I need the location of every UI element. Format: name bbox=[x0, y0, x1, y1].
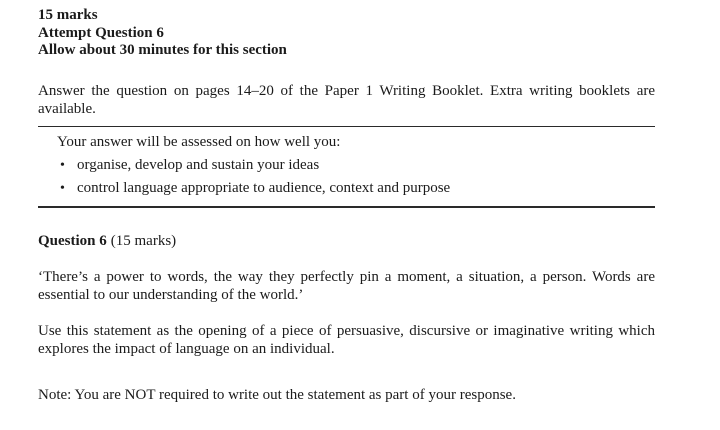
exam-content bbox=[38, 7, 655, 404]
question-marks: (15 marks) bbox=[110, 232, 177, 249]
task-instruction: Use this statement as the opening of a piece of persuasive, discursive or imaginative writing which explores the impact of language on an individual. bbox=[38, 322, 655, 357]
marks-line: 15 marks bbox=[38, 7, 98, 23]
question-title bbox=[38, 232, 655, 250]
booklet-instruction: Answer the question on pages 14–20 of the Paper 1 Writing Booklet. Extra writing booklets are available. bbox=[38, 82, 655, 117]
assessment-intro: Your answer will be assessed on how well you: bbox=[57, 133, 341, 150]
criterion-text: organise, develop and sustain your ideas bbox=[77, 156, 320, 173]
criterion-item bbox=[57, 154, 655, 177]
question-number: Question 6 bbox=[38, 232, 107, 249]
section-header bbox=[38, 7, 655, 60]
note-line: Note: You are NOT required to write out the statement as part of your response. bbox=[38, 386, 516, 403]
stimulus-quote: ‘There’s a power to words, the way they perfectly pin a moment, a situation, a person. Words are essential to our understanding of the world.’ bbox=[38, 268, 655, 303]
time-allowance-line: Allow about 30 minutes for this section bbox=[38, 42, 287, 58]
criterion-item bbox=[57, 177, 655, 200]
bullet-icon: • bbox=[60, 180, 65, 196]
attempt-line: Attempt Question 6 bbox=[38, 24, 164, 41]
criterion-text: control language appropriate to audience, context and purpose bbox=[77, 179, 451, 196]
assessment-criteria-list bbox=[57, 154, 655, 200]
assessment-box bbox=[38, 126, 655, 208]
bullet-icon: • bbox=[60, 157, 65, 173]
